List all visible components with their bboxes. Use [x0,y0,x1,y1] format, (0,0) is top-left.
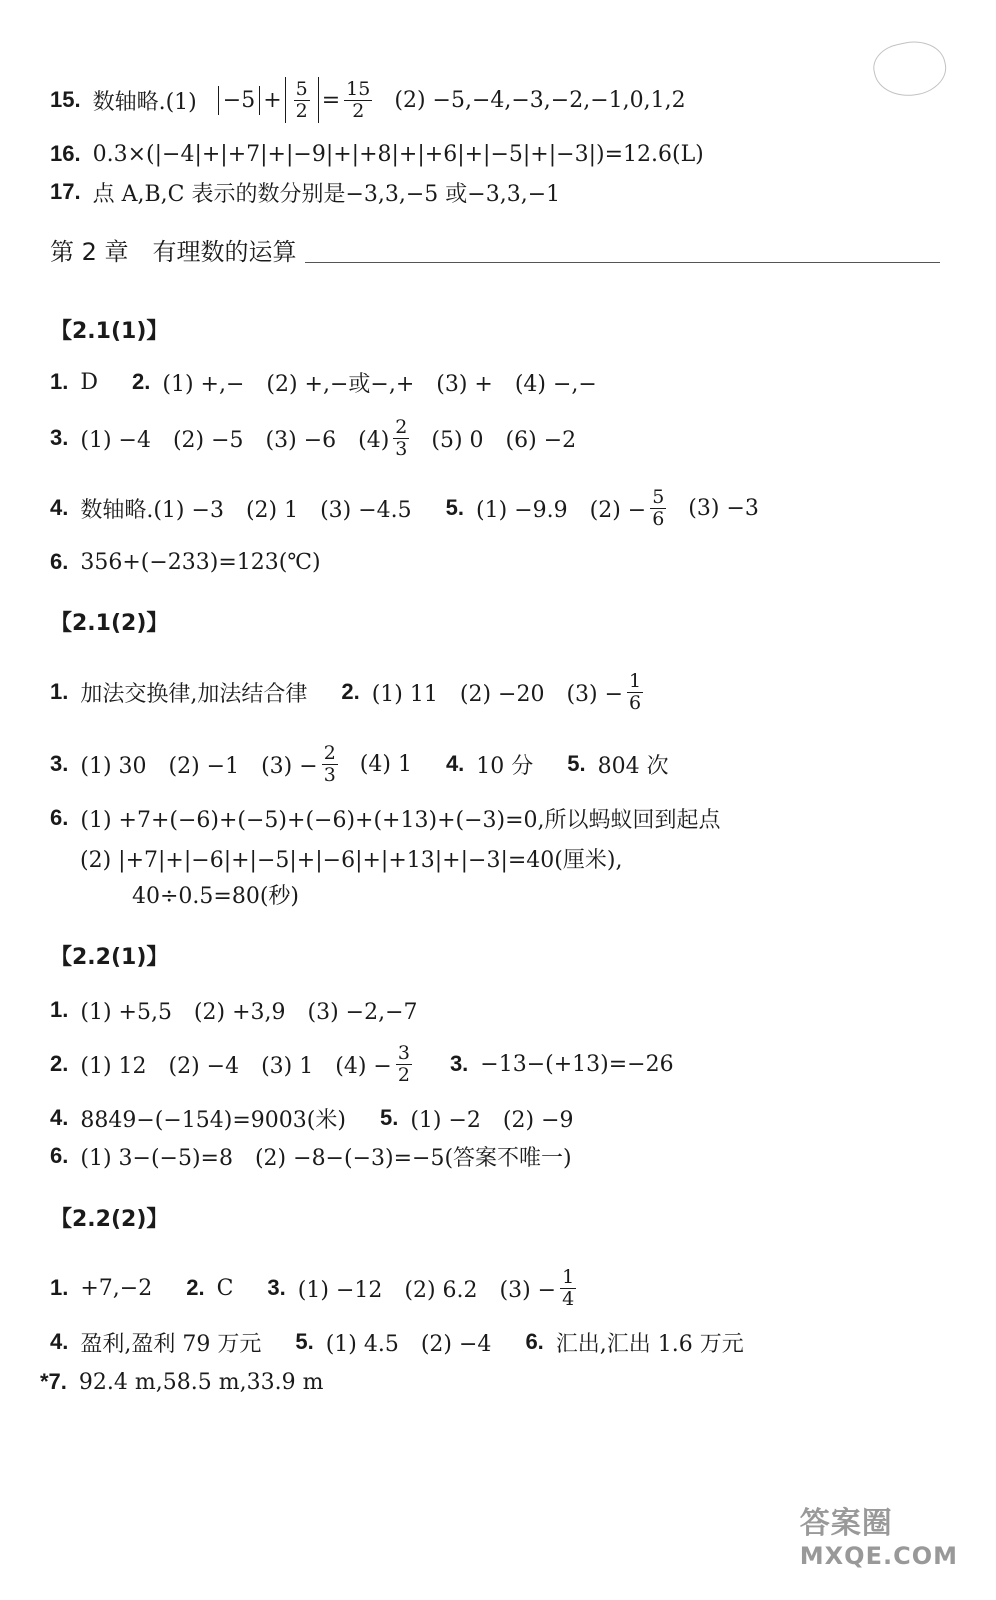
answer-line: 1. +7,−2 2. C 3. (1) −12 (2) 6.2 (3) − $\frac{1}{4}$ [50,1265,575,1310]
answer-line: 4. 数轴略.(1) −3 (2) 1 (3) −4.5 5. (1) −9.9 (2) − $\frac{5}{6}$ (3) −3 [50,485,759,530]
answer-line: 1. D 2. (1) +,− (2) +,−或−,+ (3) + (4) −,− [50,369,597,397]
answer-line-16: 16. 0.3×(|−4|+|+7|+|−9|+|+8|+|+6|+|−5|+|−3|)=12.6(L) [50,141,704,167]
watermark-logo: 答案圈 MXQE.COM [799,1506,958,1570]
answer-line: 40÷0.5=80(秒) [132,883,300,909]
fraction: $\frac{5}{6}$ [652,485,665,530]
answer-line-15: 15. 数轴略.(1) −5 + $\frac{5}{2}$ = $\frac{15}{2}$ (2) −5,−4,−3,−2,−1,0,1,2 [50,77,686,122]
answer-line: 4. 8849−(−154)=9003(米) 5. (1) −2 (2) −9 [50,1105,574,1133]
abs-value: −5 [218,86,260,115]
answer-line: 1. 加法交换律,加法结合律 2. (1) 11 (2) −20 (3) − $\frac{1}{6}$ [50,669,642,714]
answer-line: 6. (1) +7+(−6)+(−5)+(−6)+(+13)+(−3)=0,所以蚂蚁回到起点 [50,805,721,833]
fraction: $\frac{2}{3}$ [323,741,336,786]
answer-line: *7. 92.4 m,58.5 m,33.9 m [40,1369,324,1395]
section-title: 【2.2(1)】 [50,945,169,970]
answer-line-17: 17. 点 A,B,C 表示的数分别是−3,3,−5 或−3,3,−1 [50,179,561,207]
fraction: $\frac{1}{4}$ [562,1265,575,1310]
section-title: 【2.1(1)】 [50,319,169,344]
section-title: 【2.1(2)】 [50,611,169,636]
answer-line: 6. 356+(−233)=123(℃) [50,549,321,575]
fraction: $\frac{15}{2}$ [346,77,371,122]
answer-line: 3. (1) −4 (2) −5 (3) −6 (4) $\frac{2}{3}$ (5) 0 (6) −2 [50,415,577,460]
fraction: $\frac{2}{3}$ [395,415,408,460]
abs-fraction [285,77,319,124]
answer-line: 4. 盈利,盈利 79 万元 5. (1) 4.5 (2) −4 6. 汇出,汇出 1.6 万元 [50,1329,744,1357]
fraction: $\frac{3}{2}$ [397,1041,410,1086]
answer-line: 2. (1) 12 (2) −4 (3) 1 (4) − $\frac{3}{2}$ 3. −13−(+13)=−26 [50,1041,674,1086]
answer-line: 3. (1) 30 (2) −1 (3) − $\frac{2}{3}$ (4) 1 4. 10 分 5. 804 次 [50,741,669,786]
section-title: 【2.2(2)】 [50,1207,169,1232]
answer-line: (2) |+7|+|−6|+|−5|+|−6|+|+13|+|−3|=40(厘米), [80,847,623,873]
stamp-logo [869,35,951,103]
fraction: $\frac{5}{2}$ [295,77,308,122]
fraction: $\frac{1}{6}$ [629,669,642,714]
answer-line: 1. (1) +5,5 (2) +3,9 (3) −2,−7 [50,997,418,1025]
answer-line: 6. (1) 3−(−5)=8 (2) −8−(−3)=−5(答案不唯一) [50,1143,572,1171]
chapter-title: 第 2 章 有理数的运算 [50,232,940,267]
